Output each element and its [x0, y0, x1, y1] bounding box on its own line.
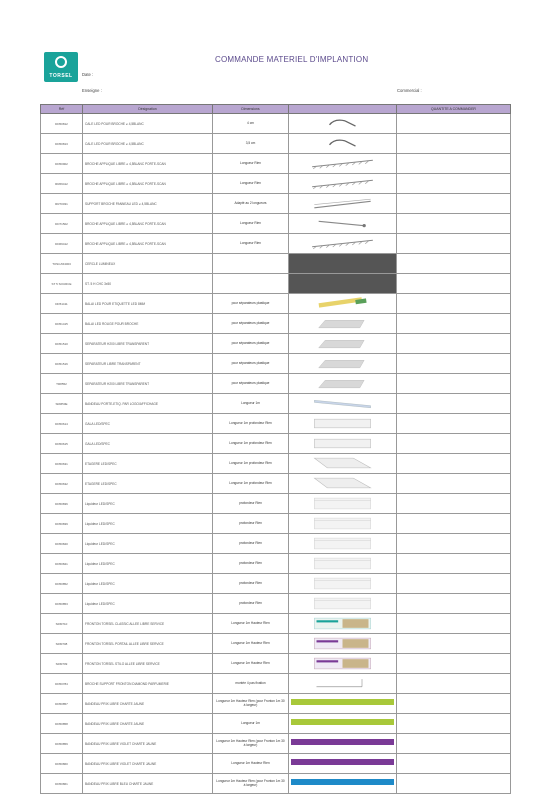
table-row — [41, 354, 511, 374]
poster-product-image — [297, 617, 388, 630]
cell-dimension: Longueur Rien — [213, 154, 289, 174]
cell-ref: DD69412 — [41, 234, 83, 254]
board-product-image — [297, 577, 388, 590]
cell-ref: DD50853 — [41, 594, 83, 614]
cell-designation: BANDEAU PORTE-ETIQ. PAR LOGO/AFFICHAGE — [83, 394, 213, 414]
cell-dimension: Longueur 1m profondeur Rien — [213, 474, 289, 494]
table-row — [41, 654, 511, 674]
cell-dimension: pour séparateurs plastique — [213, 314, 289, 334]
purple-band-swatch — [291, 759, 394, 765]
cell-product-image — [289, 754, 397, 774]
cell-ref: SRM709 — [41, 654, 83, 674]
cell-product-image — [289, 174, 397, 194]
cell-ref: DD50631 — [41, 454, 83, 474]
cell-product-image — [289, 314, 397, 334]
col-header-ref: Réf — [41, 105, 83, 114]
cell-product-image — [289, 554, 397, 574]
cell-designation: BANDEAU PRIX LIBRE CHARTE JAUNE — [83, 714, 213, 734]
cell-quantity-input[interactable] — [397, 194, 511, 214]
logo-mark-icon — [55, 56, 67, 68]
cell-dimension: Longueur 1m Hauteur Rien (pour Fronton 1m 30 à largeur) — [213, 774, 289, 794]
cell-dimension: Longueur 1m profondeur Rien — [213, 454, 289, 474]
table-row — [41, 374, 511, 394]
cell-dimension: montée 4 pas fixation — [213, 674, 289, 694]
cell-quantity-input[interactable] — [397, 454, 511, 474]
stick-product-image — [297, 297, 388, 310]
cell-dimension: pour séparateurs plastique — [213, 334, 289, 354]
table-row — [41, 674, 511, 694]
col-header-designation: Désignation — [83, 105, 213, 114]
cell-designation: FRONTON TORSEL CLASSIC ALLEE LIBRE SERVICE — [83, 614, 213, 634]
cell-quantity-input[interactable] — [397, 734, 511, 754]
cell-designation: ST. 5 H CHC 3x50 — [83, 274, 213, 294]
cell-dimension: Adapté au 2 longueurs — [213, 194, 289, 214]
cell-ref: DD50841 — [41, 554, 83, 574]
cell-ref: DD50859 — [41, 734, 83, 754]
cell-ref: DD71502 — [41, 214, 83, 234]
cell-ref: DD51415 — [41, 314, 83, 334]
cell-dimension: pour séparateurs plastique — [213, 294, 289, 314]
cell-designation: ETAGERE LED/SPEC — [83, 474, 213, 494]
cell-quantity-input[interactable] — [397, 614, 511, 634]
table-row — [41, 254, 511, 274]
cell-ref: DD50632 — [41, 474, 83, 494]
cell-designation: Liquideur LED/SPEC — [83, 594, 213, 614]
cell-ref: DD50784 — [41, 674, 83, 694]
table-row — [41, 534, 511, 554]
cell-quantity-input[interactable] — [397, 434, 511, 454]
cell-product-image — [289, 654, 397, 674]
cell-dimension: Longueur 1m Hauteur Rien — [213, 634, 289, 654]
cell-quantity-input[interactable] — [397, 174, 511, 194]
cell-ref: DD50902 — [41, 154, 83, 174]
cell-product-image — [289, 334, 397, 354]
cell-product-image — [289, 154, 397, 174]
cell-quantity-input[interactable] — [397, 234, 511, 254]
cell-product-image — [289, 534, 397, 554]
cell-dimension: 3,5 cm — [213, 134, 289, 154]
cell-designation: ETAGERE LED/SPEC — [83, 454, 213, 474]
cell-dimension: Longueur 1m Hauteur Rien — [213, 614, 289, 634]
board-product-image — [297, 557, 388, 570]
table-row — [41, 494, 511, 514]
cell-designation: SUPPORT BROCHE PANNEAU LED ⌀ 4,5BLANC — [83, 194, 213, 214]
cell-dimension: profondeur Rien — [213, 594, 289, 614]
table-row — [41, 754, 511, 774]
table-row — [41, 574, 511, 594]
plate-product-image — [297, 337, 388, 350]
cell-product-image — [289, 354, 397, 374]
cell-ref: SRM708 — [41, 634, 83, 654]
cell-product-image — [289, 474, 397, 494]
cell-quantity-input[interactable] — [397, 154, 511, 174]
commercial-label: Commercial : — [397, 88, 422, 93]
table-row — [41, 714, 511, 734]
cell-designation: Liquideur LED/SPEC — [83, 514, 213, 534]
table-row — [41, 694, 511, 714]
cell-ref: RR70031 — [41, 194, 83, 214]
cell-designation: Liquideur LED/SPEC — [83, 534, 213, 554]
plate-product-image — [297, 377, 388, 390]
cell-designation: GALA LED/SPEC — [83, 414, 213, 434]
cell-dimension: Longueur 1m — [213, 714, 289, 734]
cell-designation: FRONTON TORSEL STILO ALLEE LIBRE SERVICE — [83, 654, 213, 674]
cell-quantity-input[interactable] — [397, 254, 511, 274]
rack-product-image — [297, 177, 388, 190]
cell-quantity-input[interactable] — [397, 214, 511, 234]
cell-quantity-input[interactable] — [397, 274, 511, 294]
board-product-image — [297, 517, 388, 530]
poster2-product-image — [297, 637, 388, 650]
cell-quantity-input[interactable] — [397, 634, 511, 654]
cell-designation: BANDEAU PRIX LIBRE CHARTE JAUNE — [83, 694, 213, 714]
cell-quantity-input[interactable] — [397, 534, 511, 554]
cell-designation: GALA LED/SPEC — [83, 434, 213, 454]
cell-dimension — [213, 274, 289, 294]
table-row — [41, 454, 511, 474]
cell-product-image — [289, 694, 397, 714]
green-band-swatch — [291, 699, 394, 705]
cell-product-image — [289, 134, 397, 154]
cell-ref: RR69412 — [41, 174, 83, 194]
cell-designation: BANDEAU PRIX LIBRE BLEU CHARTE JAUNE — [83, 774, 213, 794]
cell-designation: CALE LED POUR BROCHE ⌀ 4,5BLANC — [83, 114, 213, 134]
cell-product-image — [289, 614, 397, 634]
cell-dimension — [213, 254, 289, 274]
cell-ref: DD50836 — [41, 494, 83, 514]
cell-quantity-input[interactable] — [397, 354, 511, 374]
table-row — [41, 154, 511, 174]
table-row — [41, 174, 511, 194]
rack-product-image — [297, 157, 388, 170]
cell-quantity-input[interactable] — [397, 334, 511, 354]
col-header-quantity: QUANTITE A COMMANDER — [397, 105, 511, 114]
rack2-product-image — [297, 197, 388, 210]
cell-quantity-input[interactable] — [397, 114, 511, 134]
poster2-product-image — [297, 657, 388, 670]
cell-ref: DD50861 — [41, 774, 83, 794]
cell-ref: ST 5 SOURCE — [41, 274, 83, 294]
cell-designation: BANDEAU PRIX LIBRE VIOLET CHARTE JAUNE — [83, 754, 213, 774]
cell-ref: DD51411 — [41, 294, 83, 314]
table-row — [41, 594, 511, 614]
cell-ref: DD51516 — [41, 354, 83, 374]
table-row — [41, 114, 511, 134]
table-row — [41, 554, 511, 574]
table-row — [41, 634, 511, 654]
cell-quantity-input[interactable] — [397, 374, 511, 394]
cell-designation: BROCHE APPLIQUE LIBRE ⌀ 4,5BLANC PORTE-SCAN — [83, 214, 213, 234]
cell-dimension: Longueur Rien — [213, 174, 289, 194]
purple-band-swatch — [291, 739, 394, 745]
cell-product-image — [289, 674, 397, 694]
cell-ref: DD50839 — [41, 514, 83, 534]
cell-product-image — [289, 374, 397, 394]
cell-product-image — [289, 594, 397, 614]
cell-designation: BROCHE APPLIQUE LIBRE ⌀ 4,5BLANC PORTE-SCAN — [83, 234, 213, 254]
cell-dimension: Longueur Rien — [213, 214, 289, 234]
cell-product-image — [289, 414, 397, 434]
cell-quantity-input[interactable] — [397, 294, 511, 314]
cell-quantity-input[interactable] — [397, 514, 511, 534]
cell-ref: TOSCA54003 — [41, 254, 83, 274]
cell-dimension: profondeur Rien — [213, 554, 289, 574]
cell-product-image — [289, 774, 397, 794]
cell-designation: FRONTON TORSEL PORTAIL ALLEE LIBRE SERVICE — [83, 634, 213, 654]
cell-ref: DD50857 — [41, 694, 83, 714]
enseigne-label: Enseigne : — [82, 88, 102, 93]
cell-ref: DD50852 — [41, 574, 83, 594]
table-row — [41, 274, 511, 294]
board-product-image — [297, 597, 388, 610]
shelf-product-image — [297, 457, 388, 470]
tray-product-image — [297, 417, 388, 430]
cell-quantity-input[interactable] — [397, 134, 511, 154]
cell-product-image — [289, 454, 397, 474]
cell-dimension: pour séparateurs plastique — [213, 374, 289, 394]
tray-product-image — [297, 437, 388, 450]
cell-dimension: Longueur 1m Hauteur Rien (pour Fronton 1m 30 à largeur) — [213, 694, 289, 714]
cell-ref: SRM50E — [41, 394, 83, 414]
table-row — [41, 734, 511, 754]
cell-designation: BANDEAU PRIX LIBRE VIOLET CHARTE JAUNE — [83, 734, 213, 754]
cell-product-image — [289, 234, 397, 254]
cell-quantity-input[interactable] — [397, 314, 511, 334]
cell-ref: DD50840 — [41, 534, 83, 554]
logo-text: TORSEL — [49, 73, 73, 79]
hook-product-image — [297, 137, 388, 150]
cell-dimension: profondeur Rien — [213, 494, 289, 514]
cell-ref: DD50813 — [41, 134, 83, 154]
cell-designation: Liquideur LED/SPEC — [83, 494, 213, 514]
cell-designation: SEPARATEUR H200 LIBRE TRANSPARENT — [83, 334, 213, 354]
cell-dimension: Longueur 1m — [213, 394, 289, 414]
green-band-swatch — [291, 719, 394, 725]
cell-product-image — [289, 634, 397, 654]
date-label: Date : — [82, 72, 94, 77]
board-product-image — [297, 537, 388, 550]
table-row — [41, 334, 511, 354]
cell-product-image — [289, 114, 397, 134]
table-row — [41, 134, 511, 154]
cell-product-image — [289, 574, 397, 594]
order-table — [40, 104, 511, 794]
col-header-image — [289, 105, 397, 114]
cell-ref: DD50615 — [41, 434, 83, 454]
cell-product-image — [289, 274, 397, 294]
cell-designation: BALAI LED POUR ETIQUETTE LED 8MM — [83, 294, 213, 314]
cell-designation: Liquideur LED/SPEC — [83, 574, 213, 594]
cell-designation: CALE LED POUR BROCHE ⌀ 4,5BLANC — [83, 134, 213, 154]
cell-product-image — [289, 254, 397, 274]
cell-ref: DD50860 — [41, 754, 83, 774]
cell-quantity-input[interactable] — [397, 574, 511, 594]
page-title: COMMANDE MATERIEL D'IMPLANTION — [215, 55, 369, 64]
table-row — [41, 774, 511, 794]
cell-quantity-input[interactable] — [397, 394, 511, 414]
table-row — [41, 234, 511, 254]
cell-dimension: Longueur 1m Hauteur Rien — [213, 754, 289, 774]
cell-product-image — [289, 194, 397, 214]
hook-product-image — [297, 117, 388, 130]
cell-quantity-input[interactable] — [397, 694, 511, 714]
cell-designation: SEPARATEUR H200 LIBRE TRANSPARENT — [83, 374, 213, 394]
plate-product-image — [297, 357, 388, 370]
cell-quantity-input[interactable] — [397, 654, 511, 674]
table-row — [41, 394, 511, 414]
table-row — [41, 614, 511, 634]
cell-product-image — [289, 214, 397, 234]
rod-product-image — [297, 217, 388, 230]
shelf-product-image — [297, 477, 388, 490]
cell-ref: TR8552 — [41, 374, 83, 394]
cell-dimension: profondeur Rien — [213, 514, 289, 534]
cell-dimension: Longueur 1m profondeur Rien — [213, 434, 289, 454]
cell-product-image — [289, 734, 397, 754]
cell-ref: SRM710 — [41, 614, 83, 634]
blue-band-swatch — [291, 779, 394, 785]
cell-designation: BALAI LED ROUGE POUR BROCHE — [83, 314, 213, 334]
table-row — [41, 414, 511, 434]
plate-product-image — [297, 317, 388, 330]
cell-designation: Liquideur LED/SPEC — [83, 554, 213, 574]
cell-designation: SEPARATEUR LIBRE TRANSPARENT — [83, 354, 213, 374]
table-row — [41, 314, 511, 334]
cell-product-image — [289, 294, 397, 314]
cell-designation: CERCLE LUMINEUX — [83, 254, 213, 274]
cell-product-image — [289, 394, 397, 414]
cell-quantity-input[interactable] — [397, 594, 511, 614]
cell-quantity-input[interactable] — [397, 494, 511, 514]
cell-designation: BROCHE SUPPORT FRONTON DIAMOND PARFUMERIE — [83, 674, 213, 694]
cell-dimension: pour séparateurs plastique — [213, 354, 289, 374]
cell-product-image — [289, 714, 397, 734]
cell-quantity-input[interactable] — [397, 714, 511, 734]
cell-product-image — [289, 494, 397, 514]
cell-dimension: Longueur Rien — [213, 234, 289, 254]
table-row — [41, 514, 511, 534]
cell-quantity-input[interactable] — [397, 754, 511, 774]
cell-designation: BROCHE APPLIQUE LIBRE ⌀ 4,5BLANC PORTE-SCAN — [83, 174, 213, 194]
board-product-image — [297, 497, 388, 510]
cell-product-image — [289, 514, 397, 534]
cell-ref: DD51510 — [41, 334, 83, 354]
strip-product-image — [297, 397, 388, 410]
cell-dimension: Longueur 1m Hauteur Rien — [213, 654, 289, 674]
cell-dimension: profondeur Rien — [213, 574, 289, 594]
table-row — [41, 294, 511, 314]
cell-quantity-input[interactable] — [397, 474, 511, 494]
rack-product-image — [297, 237, 388, 250]
wire-product-image — [297, 677, 388, 690]
torsel-logo — [44, 52, 78, 82]
cell-quantity-input[interactable] — [397, 554, 511, 574]
table-header-row — [41, 105, 511, 114]
cell-ref: DD50614 — [41, 414, 83, 434]
cell-ref: DD50858 — [41, 714, 83, 734]
table-row — [41, 214, 511, 234]
cell-quantity-input[interactable] — [397, 774, 511, 794]
cell-dimension: profondeur Rien — [213, 534, 289, 554]
cell-quantity-input[interactable] — [397, 674, 511, 694]
cell-product-image — [289, 434, 397, 454]
table-row — [41, 434, 511, 454]
table-row — [41, 474, 511, 494]
col-header-dimensions: Dimensions — [213, 105, 289, 114]
table-row — [41, 194, 511, 214]
cell-dimension: 4 cm — [213, 114, 289, 134]
cell-dimension: Longueur 1m profondeur Rien — [213, 414, 289, 434]
cell-designation: BROCHE APPLIQUE LIBRE ⌀ 4,5BLANC PORTE-SCAN — [83, 154, 213, 174]
cell-quantity-input[interactable] — [397, 414, 511, 434]
cell-ref: DD50812 — [41, 114, 83, 134]
cell-dimension: Longueur 1m Hauteur Rien (pour Fronton 1m 30 à largeur) — [213, 734, 289, 754]
